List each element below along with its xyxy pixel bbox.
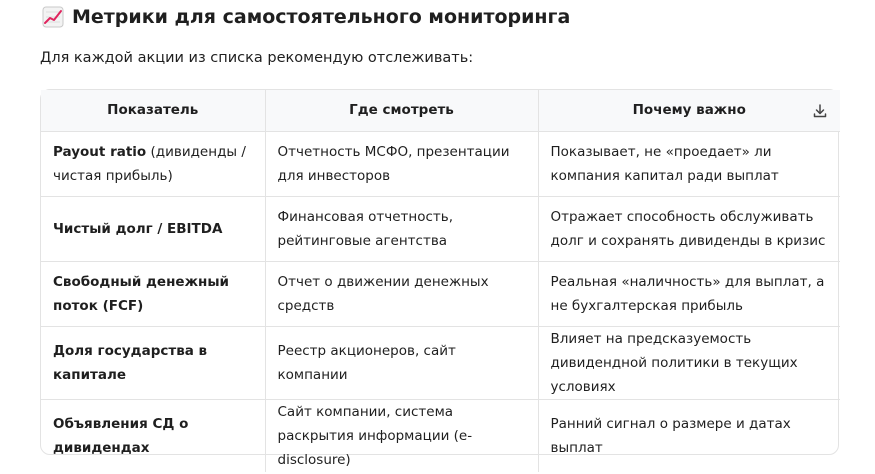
- table-row: [41, 261, 840, 326]
- metric-name: Свободный денежный поток (FCF): [53, 273, 229, 314]
- why-cell: Реальная «наличность» для выплат, а не бухгалтерская прибыль: [538, 261, 840, 326]
- column-header-why: [538, 90, 840, 131]
- table-row: [41, 399, 840, 472]
- section-heading: [42, 3, 570, 31]
- metric-name: Доля государства в капитале: [53, 342, 208, 383]
- metric-cell: [41, 261, 265, 326]
- where-cell: Отчет о движении денежных средств: [265, 261, 538, 326]
- section-title: Метрики для самостоятельного мониторинга: [72, 6, 571, 28]
- why-cell: Влияет на предсказуемость дивидендной политики в текущих условиях: [538, 326, 840, 399]
- table-header-row: [41, 90, 840, 131]
- where-cell: Реестр акционеров, сайт компании: [265, 326, 538, 399]
- column-header-where: Где смотреть: [265, 90, 538, 131]
- metric-cell: [41, 399, 265, 472]
- metric-name: Объявления СД о дивидендах: [53, 415, 189, 456]
- metric-name: Чистый долг / EBITDA: [53, 220, 223, 237]
- why-cell: Отражает способность обслуживать долг и сохранять дивиденды в кризис: [538, 196, 840, 261]
- where-cell: Финансовая отчетность, рейтинговые агентства: [265, 196, 538, 261]
- metric-note: (дивиденды / чистая прибыль): [53, 143, 246, 184]
- intro-text: Для каждой акции из списка рекомендую отслеживать:: [40, 50, 474, 66]
- metric-name: Payout ratio: [53, 143, 147, 160]
- column-header-metric: Показатель: [41, 90, 265, 131]
- metric-cell: [41, 196, 265, 261]
- metric-cell: [41, 131, 265, 196]
- metrics-table: [41, 90, 840, 472]
- metric-cell: [41, 326, 265, 399]
- table-row: [41, 131, 840, 196]
- why-cell: Ранний сигнал о размере и датах выплат: [550, 415, 791, 456]
- where-cell: Отчетность МСФО, презентации для инвесторов: [265, 131, 538, 196]
- download-icon[interactable]: [810, 101, 830, 121]
- column-header-why-label: Почему важно: [632, 102, 746, 119]
- metrics-table-container: [40, 89, 839, 468]
- where-cell: Сайт компании, система раскрытия информации (e-disclosure): [265, 399, 538, 472]
- why-cell: Показывает, не «проедает» ли компания капитал ради выплат: [538, 131, 840, 196]
- table-row: [41, 196, 840, 261]
- table-row: [41, 326, 840, 399]
- chart-increasing-icon: [42, 6, 64, 28]
